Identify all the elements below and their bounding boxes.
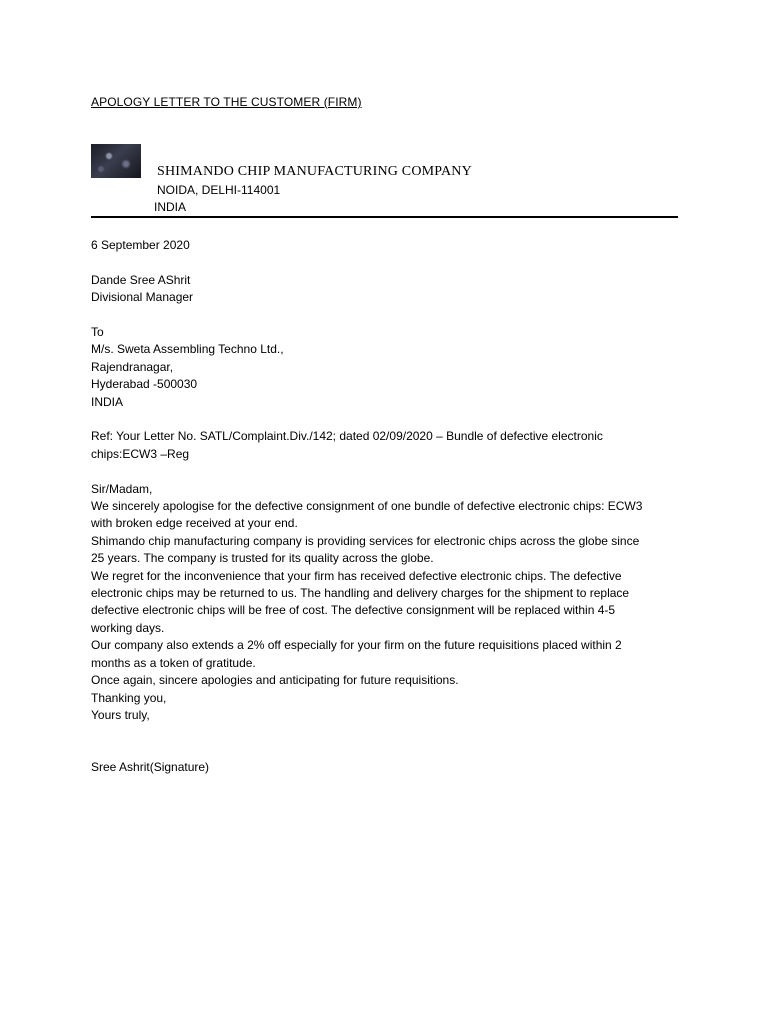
recipient-city: Hyderabad -500030 <box>91 377 198 392</box>
company-country: INDIA <box>154 200 187 214</box>
closing-thanks: Thanking you, <box>91 690 167 705</box>
reference-line: Ref: Your Letter No. SATL/Complaint.Div./142; dated 02/09/2020 – Bundle of defective electronic <box>91 429 603 444</box>
document-title: APOLOGY LETTER TO THE CUSTOMER (FIRM) <box>91 95 362 109</box>
recipient-country: INDIA <box>91 394 124 409</box>
body-line: We sincerely apologise for the defective consignment of one bundle of defective electronic chips: ECW3 <box>91 499 643 514</box>
closing-regards: Yours truly, <box>91 707 150 722</box>
company-name: SHIMANDO CHIP MANUFACTURING COMPANY <box>157 164 472 179</box>
body-line: Shimando chip manufacturing company is providing services for electronic chips across the globe since <box>91 533 640 548</box>
header-divider <box>91 216 678 218</box>
body-line: months as a token of gratitude. <box>91 655 256 670</box>
recipient-street: Rajendranagar, <box>91 359 174 374</box>
sender-name: Dande Sree AShrit <box>91 272 191 287</box>
recipient-firm: M/s. Sweta Assembling Techno Ltd., <box>91 342 284 357</box>
letter-body <box>91 237 691 777</box>
body-line: working days. <box>91 620 165 635</box>
signature: Sree Ashrit(Signature) <box>91 760 210 775</box>
reference-line: chips:ECW3 –Reg <box>91 446 190 461</box>
body-line: defective electronic chips will be free of cost. The defective consignment will be replaced within 4-5 <box>91 603 616 618</box>
body-line: 25 years. The company is trusted for its quality across the globe. <box>91 551 434 566</box>
sender-title: Divisional Manager <box>91 290 194 305</box>
company-address: NOIDA, DELHI-114001 <box>157 183 281 197</box>
company-logo-image <box>91 144 141 178</box>
body-line: electronic chips may be returned to us. The handling and delivery charges for the shipment to replace <box>91 586 630 601</box>
recipient-to: To <box>91 325 104 339</box>
body-line: Our company also extends a 2% off especially for your firm on the future requisitions placed within 2 <box>91 638 622 653</box>
body-line: with broken edge received at your end. <box>91 516 298 531</box>
body-line: Once again, sincere apologies and anticipating for future requisitions. <box>91 673 459 688</box>
letter-date: 6 September 2020 <box>91 238 190 252</box>
salutation: Sir/Madam, <box>91 481 153 496</box>
body-line: We regret for the inconvenience that your firm has received defective electronic chips. The defective <box>91 568 622 583</box>
